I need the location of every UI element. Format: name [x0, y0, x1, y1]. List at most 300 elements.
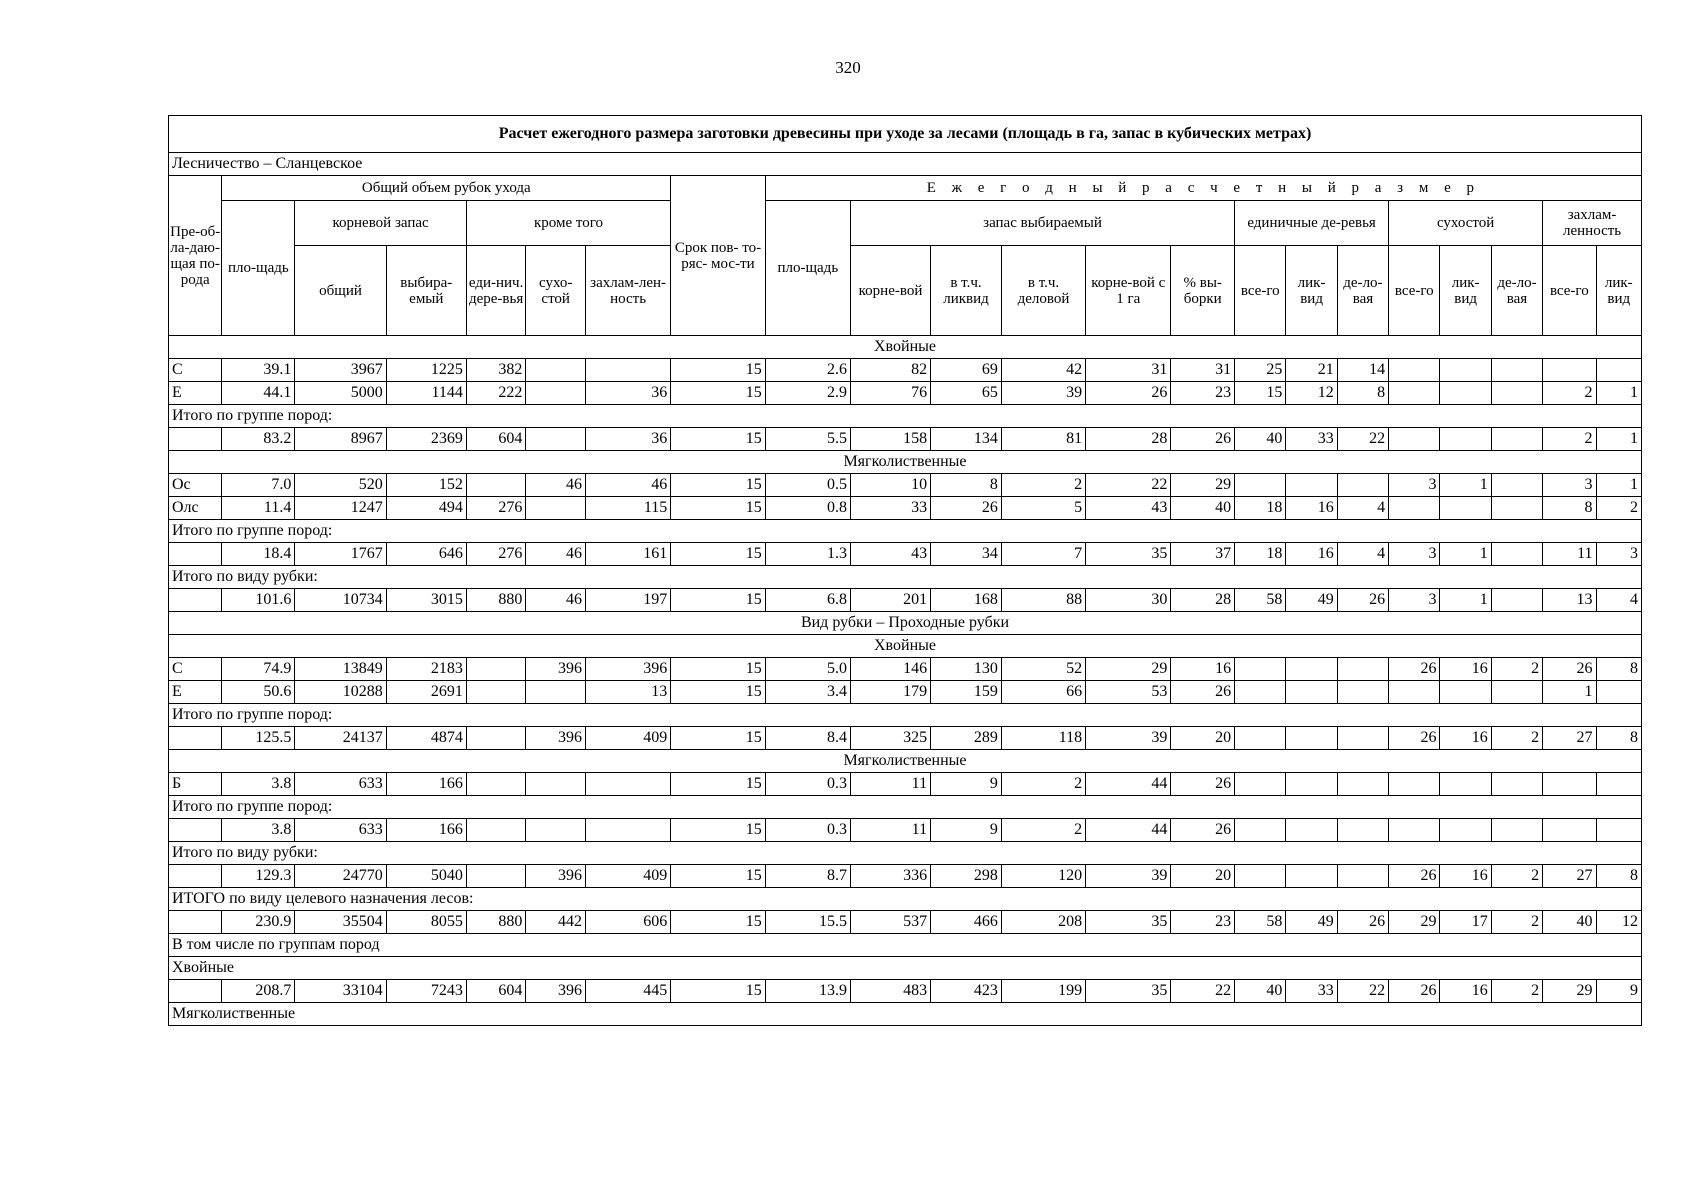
species-cell: [169, 911, 222, 934]
species-cell: Б: [169, 773, 222, 796]
value-cell: 26: [1171, 819, 1235, 842]
value-cell: 382: [466, 359, 526, 382]
value-cell: 35: [1086, 911, 1171, 934]
value-cell: 35: [1086, 543, 1171, 566]
value-cell: [526, 497, 586, 520]
header-single-trees: еди-нич. дере-вья: [466, 246, 526, 336]
value-cell: 18: [1235, 497, 1286, 520]
value-cell: 12: [1596, 911, 1641, 934]
value-cell: 298: [931, 865, 1002, 888]
table-row: [169, 428, 1642, 451]
value-cell: 33104: [295, 980, 386, 1003]
value-cell: [526, 773, 586, 796]
table-row: [169, 589, 1642, 612]
table-row: [169, 681, 1642, 704]
value-cell: 8: [1543, 497, 1596, 520]
value-cell: [1286, 658, 1337, 681]
value-cell: 276: [466, 497, 526, 520]
value-cell: 483: [850, 980, 930, 1003]
value-cell: 16: [1440, 980, 1491, 1003]
summary-label-row: [169, 704, 1642, 727]
table-row: [169, 865, 1642, 888]
value-cell: 58: [1235, 911, 1286, 934]
value-cell: 46: [526, 543, 586, 566]
header-dead-business: де-ло-вая: [1491, 246, 1542, 336]
value-cell: [1235, 865, 1286, 888]
value-cell: 396: [526, 980, 586, 1003]
value-cell: [1286, 727, 1337, 750]
section-title: Хвойные: [169, 635, 1642, 658]
value-cell: 325: [850, 727, 930, 750]
value-cell: 35504: [295, 911, 386, 934]
value-cell: [1389, 681, 1440, 704]
value-cell: [526, 428, 586, 451]
header-single-liquid: лик-вид: [1286, 246, 1337, 336]
value-cell: 29: [1171, 474, 1235, 497]
value-cell: 0.5: [765, 474, 850, 497]
value-cell: 40: [1171, 497, 1235, 520]
value-cell: 29: [1086, 658, 1171, 681]
value-cell: [1235, 474, 1286, 497]
value-cell: 276: [466, 543, 526, 566]
value-cell: 2: [1491, 727, 1542, 750]
section-row: [169, 451, 1642, 474]
value-cell: [1337, 727, 1388, 750]
header-sel-liquid: в т.ч. ликвид: [931, 246, 1002, 336]
value-cell: 26: [1337, 589, 1388, 612]
value-cell: 15: [671, 819, 765, 842]
value-cell: 13: [1543, 589, 1596, 612]
value-cell: 1: [1596, 382, 1641, 405]
value-cell: 22: [1337, 980, 1388, 1003]
summary-label-row: [169, 888, 1642, 911]
value-cell: 18: [1235, 543, 1286, 566]
table-row: [169, 382, 1642, 405]
species-cell: [169, 819, 222, 842]
summary-label-row: [169, 842, 1642, 865]
value-cell: 152: [386, 474, 466, 497]
value-cell: 396: [526, 658, 586, 681]
value-cell: [526, 359, 586, 382]
section-row: [169, 612, 1642, 635]
value-cell: 3: [1596, 543, 1641, 566]
summary-label: Итого по виду рубки:: [169, 566, 1642, 589]
value-cell: 42: [1001, 359, 1085, 382]
value-cell: 15: [671, 497, 765, 520]
value-cell: 44: [1086, 819, 1171, 842]
summary-label: Хвойные: [169, 957, 1642, 980]
header-root-total: общий: [295, 246, 386, 336]
value-cell: 39.1: [222, 359, 295, 382]
value-cell: 2: [1001, 474, 1085, 497]
value-cell: 16: [1286, 543, 1337, 566]
value-cell: 633: [295, 819, 386, 842]
value-cell: 83.2: [222, 428, 295, 451]
header-sel-percent: % вы-борки: [1171, 246, 1235, 336]
value-cell: 13849: [295, 658, 386, 681]
species-cell: [169, 980, 222, 1003]
value-cell: 2.9: [765, 382, 850, 405]
value-cell: 26: [1171, 428, 1235, 451]
value-cell: 161: [585, 543, 670, 566]
value-cell: 46: [526, 474, 586, 497]
value-cell: [466, 658, 526, 681]
value-cell: [526, 382, 586, 405]
value-cell: 11: [1543, 543, 1596, 566]
value-cell: 3: [1389, 474, 1440, 497]
header-single-total: все-го: [1235, 246, 1286, 336]
value-cell: 130: [931, 658, 1002, 681]
value-cell: 409: [585, 727, 670, 750]
forestry-name: Лесничество – Сланцевское: [169, 153, 1642, 176]
value-cell: 46: [585, 474, 670, 497]
value-cell: 3.4: [765, 681, 850, 704]
value-cell: 50.6: [222, 681, 295, 704]
value-cell: 44: [1086, 773, 1171, 796]
value-cell: 396: [526, 865, 586, 888]
value-cell: 3.8: [222, 819, 295, 842]
value-cell: [1389, 428, 1440, 451]
value-cell: 8: [1596, 865, 1641, 888]
species-cell: Ос: [169, 474, 222, 497]
value-cell: 15: [671, 428, 765, 451]
value-cell: 120: [1001, 865, 1085, 888]
value-cell: 9: [931, 773, 1002, 796]
value-cell: [1491, 819, 1542, 842]
section-title: Мягколиственные: [169, 451, 1642, 474]
value-cell: 34: [931, 543, 1002, 566]
summary-label-row: [169, 1003, 1642, 1026]
value-cell: 199: [1001, 980, 1085, 1003]
value-cell: [1596, 819, 1641, 842]
value-cell: 14: [1337, 359, 1388, 382]
value-cell: [1389, 819, 1440, 842]
value-cell: 10288: [295, 681, 386, 704]
header-dead-liquid: лик-вид: [1440, 246, 1491, 336]
header-single-business: де-ло-вая: [1337, 246, 1388, 336]
value-cell: 1.3: [765, 543, 850, 566]
value-cell: 7.0: [222, 474, 295, 497]
value-cell: 1225: [386, 359, 466, 382]
value-cell: 197: [585, 589, 670, 612]
value-cell: 39: [1086, 865, 1171, 888]
value-cell: [466, 773, 526, 796]
value-cell: 520: [295, 474, 386, 497]
value-cell: 88: [1001, 589, 1085, 612]
value-cell: 115: [585, 497, 670, 520]
value-cell: [1286, 819, 1337, 842]
value-cell: 27: [1543, 727, 1596, 750]
value-cell: [1389, 359, 1440, 382]
value-cell: 2.6: [765, 359, 850, 382]
value-cell: [466, 727, 526, 750]
section-title: Хвойные: [169, 336, 1642, 359]
value-cell: 166: [386, 819, 466, 842]
header-root-stock: корневой запас: [295, 201, 467, 246]
header-annual-area: пло-щадь: [765, 201, 850, 336]
value-cell: 2369: [386, 428, 466, 451]
value-cell: 82: [850, 359, 930, 382]
summary-label: ИТОГО по виду целевого назначения лесов:: [169, 888, 1642, 911]
value-cell: 8.4: [765, 727, 850, 750]
value-cell: 3967: [295, 359, 386, 382]
value-cell: [1337, 773, 1388, 796]
value-cell: [1543, 773, 1596, 796]
value-cell: [1491, 359, 1542, 382]
value-cell: [1286, 773, 1337, 796]
value-cell: 1: [1440, 543, 1491, 566]
value-cell: 23: [1171, 382, 1235, 405]
value-cell: 31: [1086, 359, 1171, 382]
value-cell: 20: [1171, 865, 1235, 888]
value-cell: [1596, 773, 1641, 796]
value-cell: [1440, 497, 1491, 520]
value-cell: 16: [1440, 658, 1491, 681]
value-cell: 15: [671, 359, 765, 382]
value-cell: 1144: [386, 382, 466, 405]
value-cell: 166: [386, 773, 466, 796]
value-cell: 29: [1543, 980, 1596, 1003]
summary-label-row: [169, 520, 1642, 543]
value-cell: 16: [1440, 727, 1491, 750]
header-dead: сухо-стой: [526, 246, 586, 336]
value-cell: 49: [1286, 911, 1337, 934]
value-cell: 58: [1235, 589, 1286, 612]
value-cell: 43: [1086, 497, 1171, 520]
value-cell: 208: [1001, 911, 1085, 934]
value-cell: 15: [671, 911, 765, 934]
value-cell: 2691: [386, 681, 466, 704]
value-cell: [1596, 681, 1641, 704]
summary-label: Итого по группе пород:: [169, 405, 1642, 428]
value-cell: 1767: [295, 543, 386, 566]
section-row: [169, 635, 1642, 658]
header-species: Пре-об-ла-даю-щая по-рода: [169, 176, 222, 336]
value-cell: 2: [1491, 980, 1542, 1003]
value-cell: 7243: [386, 980, 466, 1003]
summary-label: Итого по группе пород:: [169, 704, 1642, 727]
value-cell: 81: [1001, 428, 1085, 451]
value-cell: 26: [1337, 911, 1388, 934]
value-cell: 15: [671, 980, 765, 1003]
value-cell: 1: [1440, 474, 1491, 497]
value-cell: 28: [1086, 428, 1171, 451]
value-cell: 22: [1086, 474, 1171, 497]
value-cell: 11.4: [222, 497, 295, 520]
value-cell: 43: [850, 543, 930, 566]
value-cell: 30: [1086, 589, 1171, 612]
value-cell: 537: [850, 911, 930, 934]
value-cell: 423: [931, 980, 1002, 1003]
header-litter: захлам-лен-ность: [585, 246, 670, 336]
value-cell: 606: [585, 911, 670, 934]
value-cell: 37: [1171, 543, 1235, 566]
header-selected-stock: запас выбираемый: [850, 201, 1234, 246]
value-cell: 20: [1171, 727, 1235, 750]
header-litter-group: захлам-ленность: [1543, 201, 1642, 246]
value-cell: 6.8: [765, 589, 850, 612]
value-cell: 2: [1543, 382, 1596, 405]
value-cell: [1596, 359, 1641, 382]
value-cell: 445: [585, 980, 670, 1003]
species-cell: С: [169, 359, 222, 382]
value-cell: 289: [931, 727, 1002, 750]
species-cell: Е: [169, 382, 222, 405]
value-cell: 53: [1086, 681, 1171, 704]
value-cell: 15: [671, 681, 765, 704]
value-cell: [585, 773, 670, 796]
value-cell: 880: [466, 589, 526, 612]
value-cell: 0.3: [765, 819, 850, 842]
value-cell: 23: [1171, 911, 1235, 934]
value-cell: 1: [1440, 589, 1491, 612]
value-cell: 466: [931, 911, 1002, 934]
value-cell: 13.9: [765, 980, 850, 1003]
value-cell: 35: [1086, 980, 1171, 1003]
species-cell: С: [169, 658, 222, 681]
value-cell: 16: [1171, 658, 1235, 681]
summary-label-row: [169, 566, 1642, 589]
species-cell: [169, 589, 222, 612]
value-cell: 5000: [295, 382, 386, 405]
value-cell: 49: [1286, 589, 1337, 612]
value-cell: 66: [1001, 681, 1085, 704]
value-cell: 646: [386, 543, 466, 566]
value-cell: 158: [850, 428, 930, 451]
value-cell: 146: [850, 658, 930, 681]
value-cell: 15.5: [765, 911, 850, 934]
summary-label: Итого по виду рубки:: [169, 842, 1642, 865]
value-cell: 9: [1596, 980, 1641, 1003]
value-cell: 633: [295, 773, 386, 796]
value-cell: 40: [1543, 911, 1596, 934]
value-cell: 15: [1235, 382, 1286, 405]
value-cell: 8: [1596, 727, 1641, 750]
value-cell: [1440, 819, 1491, 842]
value-cell: 129.3: [222, 865, 295, 888]
header-area: пло-щадь: [222, 201, 295, 336]
value-cell: [1440, 428, 1491, 451]
value-cell: 4: [1337, 497, 1388, 520]
value-cell: [1286, 681, 1337, 704]
value-cell: 2: [1491, 658, 1542, 681]
value-cell: 8967: [295, 428, 386, 451]
value-cell: 22: [1337, 428, 1388, 451]
value-cell: [1543, 359, 1596, 382]
value-cell: 1: [1543, 681, 1596, 704]
value-cell: [1235, 727, 1286, 750]
header-litter-total: все-го: [1543, 246, 1596, 336]
header-annual-size: Е ж е г о д н ы й р а с ч е т н ы й р а з м е р: [765, 176, 1641, 201]
value-cell: 8.7: [765, 865, 850, 888]
summary-label-row: [169, 796, 1642, 819]
value-cell: 5.0: [765, 658, 850, 681]
value-cell: 442: [526, 911, 586, 934]
value-cell: 604: [466, 980, 526, 1003]
value-cell: 7: [1001, 543, 1085, 566]
value-cell: 409: [585, 865, 670, 888]
value-cell: 4874: [386, 727, 466, 750]
table-row: [169, 773, 1642, 796]
header-total-volume: Общий объем рубок ухода: [222, 176, 671, 201]
header-besides: кроме того: [466, 201, 670, 246]
value-cell: 15: [671, 773, 765, 796]
value-cell: 3.8: [222, 773, 295, 796]
value-cell: 18.4: [222, 543, 295, 566]
summary-label: В том числе по группам пород: [169, 934, 1642, 957]
summary-label: Итого по группе пород:: [169, 796, 1642, 819]
value-cell: 604: [466, 428, 526, 451]
species-cell: [169, 543, 222, 566]
table-row: [169, 980, 1642, 1003]
value-cell: 40: [1235, 980, 1286, 1003]
value-cell: 2: [1001, 819, 1085, 842]
value-cell: 15: [671, 865, 765, 888]
header-repeat-period: Срок пов- то-ряс- мос-ти: [671, 176, 765, 336]
value-cell: 76: [850, 382, 930, 405]
value-cell: [585, 359, 670, 382]
value-cell: 26: [1086, 382, 1171, 405]
value-cell: 36: [585, 428, 670, 451]
value-cell: 1247: [295, 497, 386, 520]
value-cell: 118: [1001, 727, 1085, 750]
header-dead-group: сухостой: [1389, 201, 1543, 246]
value-cell: 39: [1001, 382, 1085, 405]
value-cell: 0.3: [765, 773, 850, 796]
value-cell: 11: [850, 773, 930, 796]
value-cell: 24770: [295, 865, 386, 888]
value-cell: 125.5: [222, 727, 295, 750]
value-cell: 230.9: [222, 911, 295, 934]
value-cell: 65: [931, 382, 1002, 405]
section-row: [169, 750, 1642, 773]
table-row: [169, 658, 1642, 681]
value-cell: [1286, 474, 1337, 497]
value-cell: 39: [1086, 727, 1171, 750]
value-cell: 11: [850, 819, 930, 842]
header-sel-per-ha: корне-вой с 1 га: [1086, 246, 1171, 336]
page-number: 320: [835, 58, 861, 77]
value-cell: 36: [585, 382, 670, 405]
value-cell: 4: [1596, 589, 1641, 612]
summary-label-row: [169, 405, 1642, 428]
value-cell: [1337, 474, 1388, 497]
value-cell: 46: [526, 589, 586, 612]
value-cell: 16: [1440, 865, 1491, 888]
value-cell: 22: [1171, 980, 1235, 1003]
value-cell: 26: [1389, 658, 1440, 681]
header-sel-business: в т.ч. деловой: [1001, 246, 1085, 336]
value-cell: [466, 819, 526, 842]
value-cell: 208.7: [222, 980, 295, 1003]
value-cell: 25: [1235, 359, 1286, 382]
table-row: [169, 359, 1642, 382]
value-cell: 1: [1596, 428, 1641, 451]
species-cell: Олс: [169, 497, 222, 520]
value-cell: 5.5: [765, 428, 850, 451]
value-cell: 8055: [386, 911, 466, 934]
value-cell: 8: [931, 474, 1002, 497]
value-cell: 21: [1286, 359, 1337, 382]
value-cell: 3015: [386, 589, 466, 612]
value-cell: [1440, 359, 1491, 382]
value-cell: 26: [931, 497, 1002, 520]
value-cell: [585, 819, 670, 842]
value-cell: 168: [931, 589, 1002, 612]
value-cell: 2: [1596, 497, 1641, 520]
value-cell: 28: [1171, 589, 1235, 612]
header-root-selected: выбира-емый: [386, 246, 466, 336]
